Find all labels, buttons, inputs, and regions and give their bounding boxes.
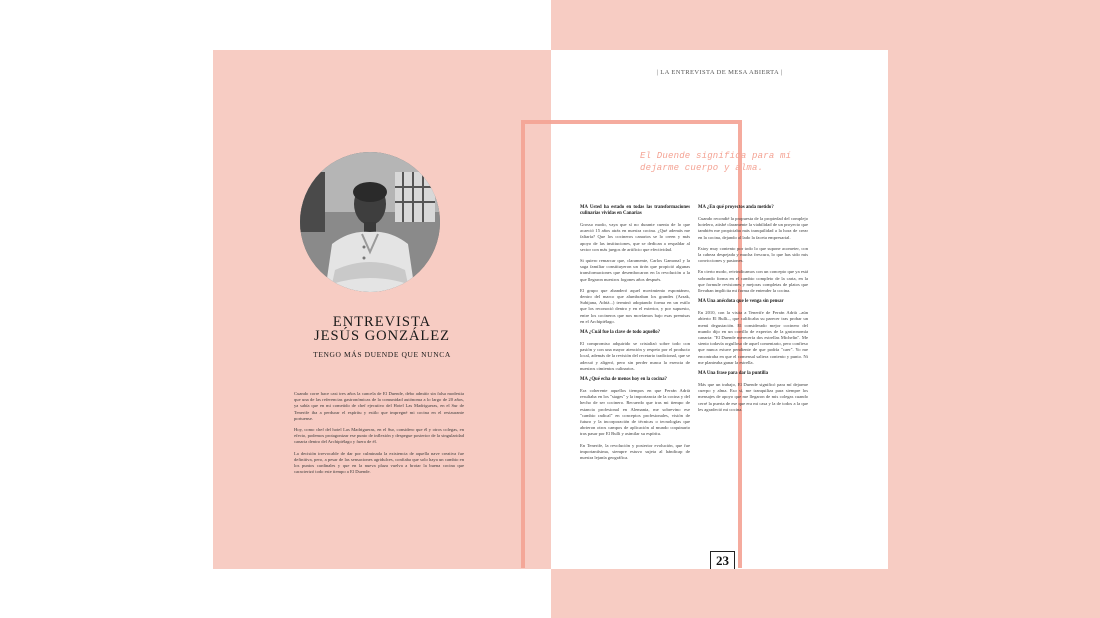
- interview-answer: Si quiero remarcar que, claramente, Carlos Gamonal y la saga familiar constituyeron un tirón que propició algunas transformaciones que desembocaron en la revolución a la que llegaron nuestros fogones años después.: [580, 258, 690, 282]
- article-title-line2: JESÚS GONZÁLEZ: [313, 328, 451, 344]
- interview-answer: Cuando recondié la propuesta de la propiedad del complejo hotelero, atisbé claramente la viabilidad de un proyecto que también me propiciaba más tranquilidad a la hora de crear en la cocina, dejando al lado la faceta empresarial.: [698, 216, 808, 240]
- interview-answer: Grosso modo, vaya que sí no durante cuenta de lo que acaeció 15 años atrás en nuestra cocina. ¿Qué además me faltaría? Que los cocineros canarios se lo creen y más apoyo de las instituciones, que se dedican a respaldar al sector con más juegos de artificio que efectividad.: [580, 222, 690, 252]
- section-header-tag: | LA ENTREVISTA DE MESA ABIERTA |: [656, 69, 783, 76]
- interview-question: MA ¿Qué echa de menos hoy en la cocina?: [580, 377, 667, 383]
- pull-quote: El Duende significa para mí dejarme cuerpo y alma.: [640, 151, 792, 173]
- interview-answer: Estoy muy contento por todo lo que supone acometer, con la cabeza despejada y mucha frescura, lo que has sido mis convicciones y pasiones.: [698, 245, 808, 264]
- interview-question: MA ¿Cuál fue la clave de todo aquello?: [580, 330, 661, 336]
- interview-answer: Era coherente aquellos tiempos en que Ferrán Adrià resultaba en los "stages" y la importancia de la cocina y del hecho de ser cocinero. Recuerdo que tras mi tiempo de estancia profesional en Alemania, me sobrevino ese "cambio radical" en conceptos profesionales, visión de futuro y la incorporación de técnicas o tecnologías que abrieron otros campos de aplicación al mundo coquinario tras pasar por El Bulli y asimilar su espíritu.: [580, 388, 690, 437]
- interview-answer: En 2010, con la visita a Tenerife de Ferrán Adrià –aún abierto El Bulli–, que calificaba su parecer tras probar un menú degustación. El considerado mejor cocinero del mundo dijo en un corrillo de expertos de la gastronomía canaria: "El Duende merecería dos estrellas Michelin". Me siento todavía orgulloso de aquel comentario, pero confieso que nunca estuve pendiente de que podría "caer". Yo me encontraba en que el comensal saliera contento y punto. Ni me planteaba ganar la estrella.: [698, 310, 808, 365]
- intro-text: [294, 391, 464, 480]
- interview-question: MA Una anécdota que le venga sin pensar: [698, 299, 784, 305]
- interview-column-2: [698, 205, 808, 418]
- interview-answer: El grupo que abanderó aquel movimiento espontáneo, dentro del marco que alumbraban los grandes (Arzak, Subijana, Adrià...) terminó adoptando forma en un estilo que los reconoció dentro y en el exterior, y por supuesto, entre los cocineros que nos movíamos bajo esas premisas en el Archipiélago.: [580, 287, 690, 324]
- intro-paragraph: Hoy, como chef del hotel Las Madrigueras, en el Sur, considero que él y otros colegas, en efecto, podemos protagonizar ese punto de inflexión y despegue posterior de la singularidad canaria dentro del Archipiélago y fuera de él.: [294, 427, 464, 445]
- interview-question: MA ¿En qué proyectos anda metido?: [698, 205, 774, 210]
- interview-answer: Más que un trabajo, El Duende significó para mí dejarme cuerpo y alma. Eso sí, me tranquiliza para siempre los mensajes de apoyo que me llegaron de mis colegas cuando cerré la puerta de ese que era mi casa y la de todos a la que les agradeció mi cocina.: [698, 382, 808, 412]
- interview-answer: En Tenerife, la revolución y posterior evolución, que fue importantísima, siempre estuvo sujeta al hándicap de nuestra lejanía geográfica.: [580, 442, 690, 461]
- page-number: 23: [710, 551, 735, 569]
- left-page: [213, 50, 551, 569]
- interview-question: MA Usted ha estado en todas las transformaciones culinarias vividas en Canarias: [580, 205, 690, 216]
- intro-paragraph: La decisión irrevocable de dar por culminada la existencia de aquella nave creativa fue definitiva, pero, a pesar de las sensaciones agridulces, confiaba que solo haya un cambio en los puntos cardinales y que en la nueva plaza vuelva a brotar la buena cocina que caracterizó todo este tiempo a El Duende.: [294, 450, 464, 475]
- article-subtitle: TENGO MÁS DUENDE QUE NUNCA: [313, 350, 451, 359]
- article-title-line1: ENTREVISTA: [332, 314, 432, 330]
- interview-question: MA Una frase para dar la puntilla: [698, 371, 769, 377]
- interview-column-1: [580, 205, 690, 466]
- intro-paragraph: Cuando corre hace casi tres años la cancela de El Duende, debo admitir sin falsa modestia que una de las referencias gastronómicas de la comunidad autónoma a lo largo de 20 años, ya sabía que en mi cometido de chef ejecutivo del Hotel Las Madrigueras, en el Sur de Tenerife iba a perdurar el espíritu y estilo que impregné mi cocina en el restaurante portuense.: [294, 391, 464, 421]
- chef-portrait-image: [300, 152, 440, 292]
- interview-answer: En cierto modo, reivindicamos con un concepto que ya está sobrando forma en el cambio completo de la carta, en la que formule revisiones y mejoras completas de platos que llevaban implícita mi forma de entender la cocina.: [698, 269, 808, 294]
- interview-answer: El compromiso adquirido se cristalizó sobre todo con pasión y con una mayor atención y respeto por el producto local, además de la revisión del recetario tradicional, que se adecuó y aligeró, pero sin perder nunca la esencia de nuestros cimientos culinarios.: [580, 341, 690, 371]
- chef-portrait-photo: [300, 152, 440, 292]
